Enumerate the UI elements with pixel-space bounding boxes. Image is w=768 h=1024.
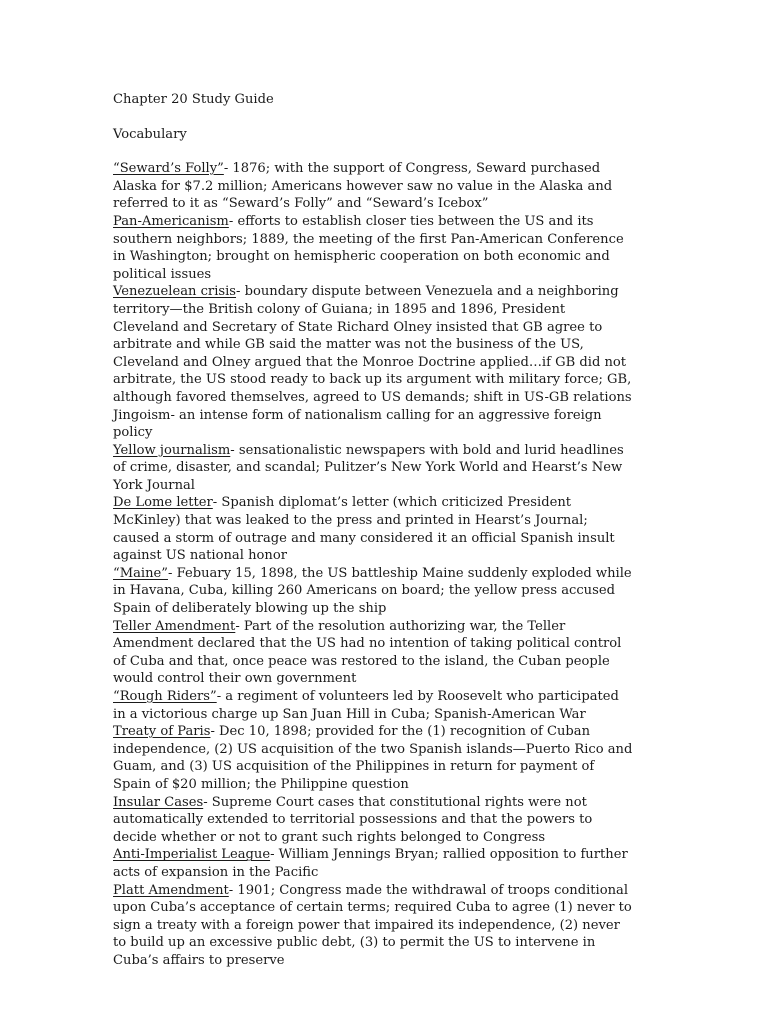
vocab-entry-rough-riders xyxy=(113,688,633,723)
vocab-term: “Seward’s Folly” xyxy=(113,161,224,177)
vocab-definition: - 1901; Congress made the withdrawal of troops conditional upon Cuba’s acceptance of certain terms; required Cuba to agree (1) never to sign a treaty with a foreign power that impaired its independence, (2) never to build up an excessive public debt, (3) to permit the US to intervene in Cuba’s affairs to preserve xyxy=(113,882,632,968)
vocab-entry-platt-amendment xyxy=(113,882,633,970)
vocab-entry-pan-americanism xyxy=(113,213,633,283)
vocab-term: De Lome letter xyxy=(113,495,213,511)
vocab-entry-venezuelean-crisis xyxy=(113,283,633,406)
vocab-definition: - an intense form of nationalism calling for an aggressive foreign policy xyxy=(113,407,602,441)
vocab-term: Jingoism xyxy=(113,407,171,423)
vocab-term: “Rough Riders” xyxy=(113,689,217,704)
vocab-term: “Maine” xyxy=(113,565,168,581)
vocab-definition: - 1876; with the support of Congress, Seward purchased Alaska for $7.2 million; Americans however saw no value in the Alaska and referred to it as “Seward’s Folly” and “Seward’s Icebox” xyxy=(113,161,613,212)
vocab-entry-insular-cases xyxy=(113,794,633,847)
study-guide-page xyxy=(113,91,633,970)
vocab-definition: - efforts to establish closer ties between the US and its southern neighbors; 1889, the meeting of the first Pan-American Conference in Washington; brought on hemispheric cooperation on both economic and political issues xyxy=(113,213,624,282)
vocab-term: Insular Cases xyxy=(113,794,204,810)
vocab-definition: - Febuary 15, 1898, the US battleship Maine suddenly exploded while in Havana, Cuba, killing 260 Americans on board; the yellow press accused Spain of deliberately blowing up the ship xyxy=(113,565,632,617)
vocab-definition: - sensationalistic newspapers with bold and lurid headlines of crime, disaster, and scandal; Pulitzer’s New York World and Hearst’s New York Journal xyxy=(113,442,624,493)
vocab-entry-teller-amendment xyxy=(113,618,633,688)
vocab-definition: - a regiment of volunteers led by Roosevelt who participated in a victorious charge up San Juan Hill in Cuba; Spanish-American War xyxy=(113,689,619,722)
vocab-entry-sewards-folly xyxy=(113,160,633,213)
vocab-entry-anti-imperialist-league xyxy=(113,846,633,881)
document-title: Chapter 20 Study Guide xyxy=(113,92,274,107)
vocab-term: Yellow journalism xyxy=(113,442,231,458)
vocab-entry-maine xyxy=(113,565,633,618)
vocab-definition: - Dec 10, 1898; provided for the (1) recognition of Cuban independence, (2) US acquisition of the two Spanish islands—Puerto Rico and Guam, and (3) US acquisition of the Philippines in return for payment of Spain of $20 million; the Philippine question xyxy=(113,724,633,792)
vocab-entry-treaty-of-paris xyxy=(113,723,633,793)
vocab-term: Anti-Imperialist League xyxy=(113,847,271,863)
vocabulary-list xyxy=(113,160,633,969)
vocab-entry-de-lome-letter xyxy=(113,494,633,564)
vocab-term: Teller Amendment xyxy=(113,618,236,634)
vocab-term: Treaty of Paris xyxy=(113,724,211,740)
vocab-definition: - Part of the resolution authorizing war, the Teller Amendment declared that the US had no intention of taking political control of Cuba and that, once peace was restored to the island, the Cuban people would control their own government xyxy=(113,618,622,687)
vocab-definition: - Spanish diplomat’s letter (which criticized President McKinley) that was leaked to the press and printed in Hearst’s Journal; caused a storm of outrage and many considered it an official Spanish insult against US national honor xyxy=(113,495,615,564)
vocab-entry-yellow-journalism xyxy=(113,442,633,495)
vocab-entry-jingoism xyxy=(113,407,633,442)
vocab-term: Platt Amendment xyxy=(113,882,229,898)
vocab-definition: - boundary dispute between Venezuela and a neighboring territory—the British colony of Guiana; in 1895 and 1896, President Cleveland and Secretary of State Richard Olney insisted that GB agree to arbitrate and while GB said the matter was not the business of the US, Cleveland and Olney argued that the Monroe Doctrine applied…if GB did not arbitrate, the US stood ready to back up its argument with military force; GB, although favored themselves, agreed to US demands; shift in US-GB relations xyxy=(113,284,632,405)
vocab-term: Venezuelean crisis xyxy=(113,284,237,300)
section-heading-vocabulary: Vocabulary xyxy=(113,126,187,142)
vocab-term: Pan-Americanism xyxy=(113,213,229,229)
vocab-definition: - William Jennings Bryan; rallied opposition to further acts of expansion in the Pacific xyxy=(113,847,628,880)
vocab-definition: - Supreme Court cases that constitutional rights were not automatically extended to territorial possessions and that the powers to decide whether or not to grant such rights belonged to Congress xyxy=(113,794,593,845)
